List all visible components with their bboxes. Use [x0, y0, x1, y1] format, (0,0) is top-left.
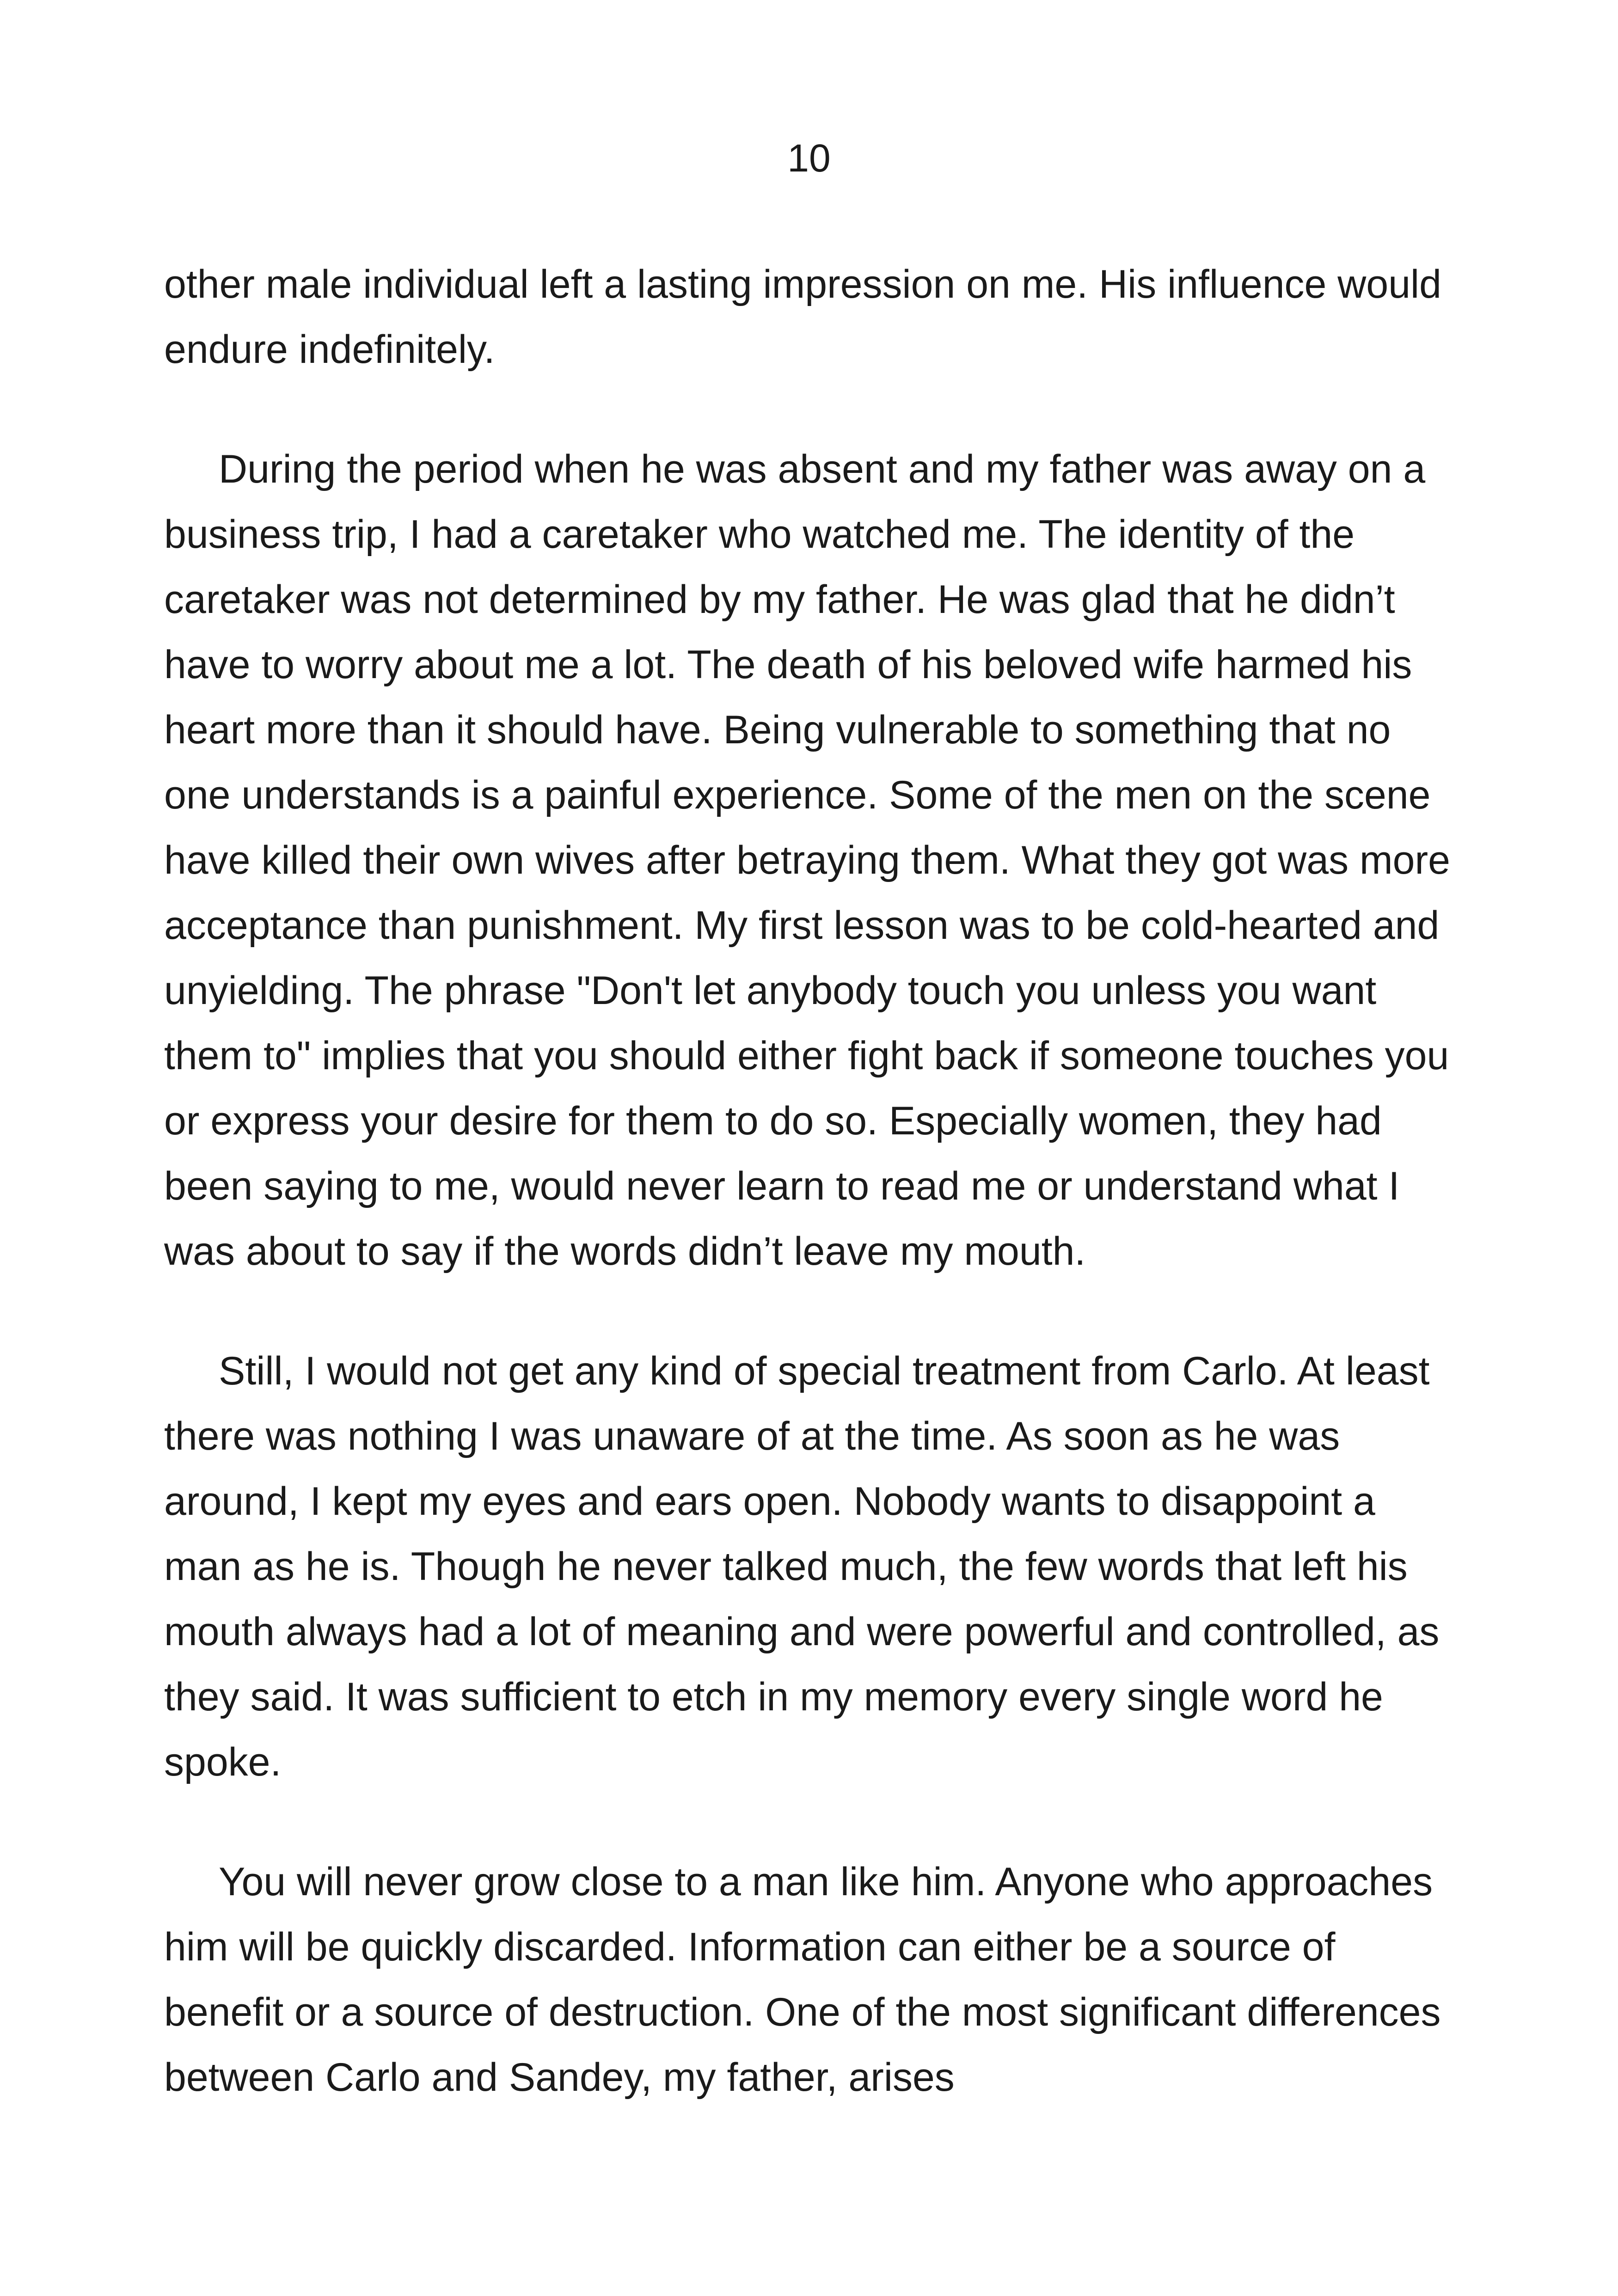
- paragraph-3: Still, I would not get any kind of special treatment from Carlo. At least there was nothing I was unaware of at the time. As soon as he was around, I kept my eyes and ears open. Nobody wants to disappoint a man as he is. Though he never talked much, the few words that left his mouth always had a lot of meaning and were powerful and controlled, as they said. It was sufficient to etch in my memory every single word he spoke.: [164, 1349, 1440, 1784]
- page-number: 10: [787, 136, 831, 180]
- body-text: [164, 252, 1463, 2110]
- paragraph-2: During the period when he was absent and my father was away on a business trip, I had a caretaker who watched me. The identity of the caretaker was not determined by my father. He was glad that he didn’t have to worry about me a lot. The death of his beloved wife harmed his heart more than it should have. Being vulnerable to something that no one understands is a painful experience. Some of the men on the scene have killed their own wives after betraying them. What they got was more acceptance than punishment. My first lesson was to be cold-hearted and unyielding. The phrase "Don't let anybody touch you unless you want them to" implies that you should either fight back if someone touches you or express your desire for them to do so. Especially women, they had been saying to me, would never learn to read me or understand what I was about to say if the words didn’t leave my mouth.: [164, 447, 1450, 1274]
- paragraph-1: other male individual left a lasting impression on me. His influence would endure indefinitely.: [164, 262, 1441, 372]
- paragraph-4: You will never grow close to a man like him. Anyone who approaches him will be quickly discarded. Information can either be a source of benefit or a source of destruction. One of the most significant differences between Carlo and Sandey, my father, arises: [164, 1860, 1441, 2100]
